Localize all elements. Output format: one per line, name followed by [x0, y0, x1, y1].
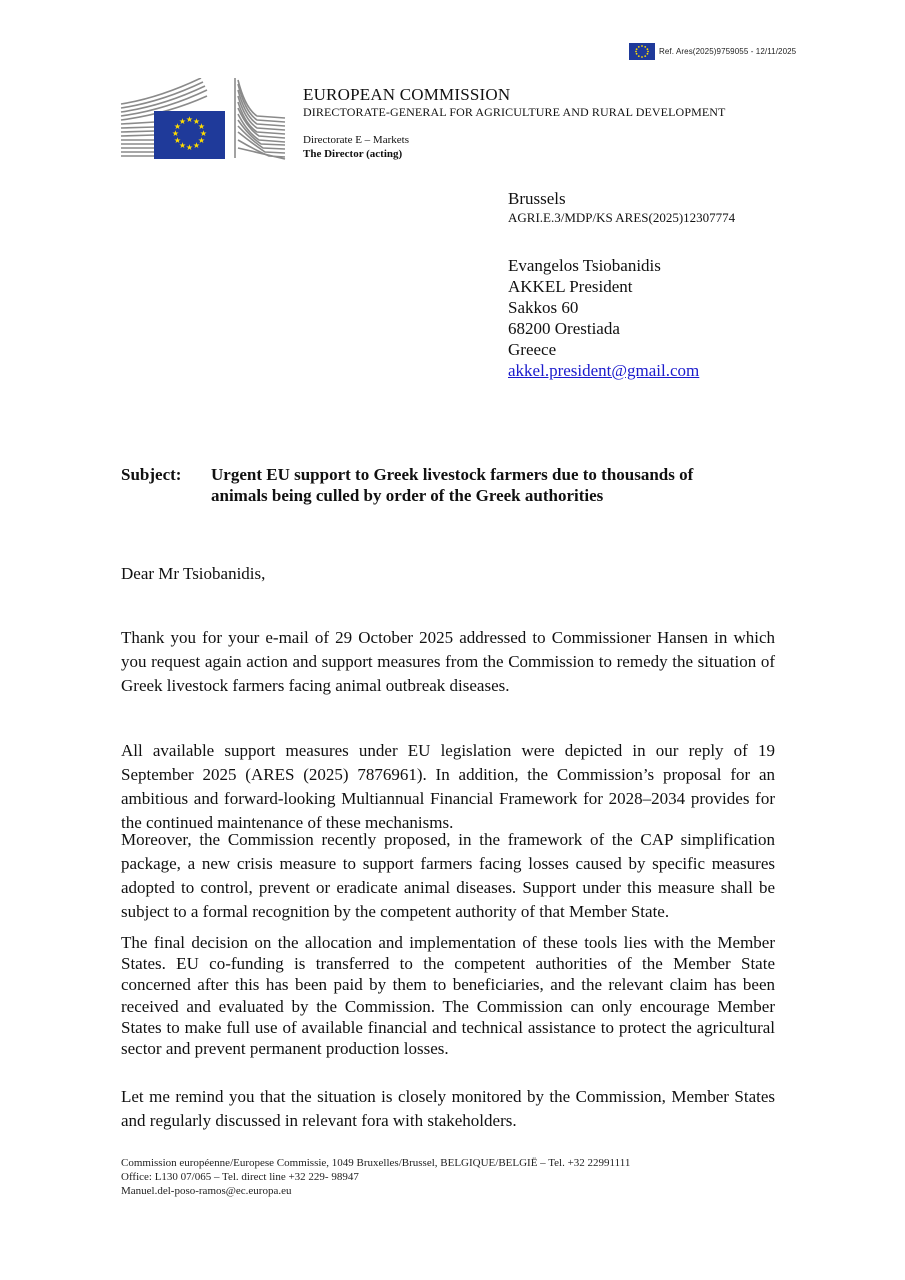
body-paragraph: The final decision on the allocation and implementation of these tools lies with the Member States. EU co-funding is transferred to the competent authorities of the Member State concerned after this has been paid by them to beneficiaries, and the relevant claim has been received and evaluated by the Commission. The Commission can only encourage Member States to make full use of available financial and technical assistance to protect the agricultural sector and prevent permanent production losses. — [121, 933, 775, 1059]
signatory-role: The Director (acting) — [303, 148, 403, 160]
svg-text:★: ★ — [178, 141, 187, 150]
svg-text:★: ★ — [192, 117, 201, 126]
subject-line — [121, 464, 781, 506]
svg-text:★: ★ — [171, 129, 180, 138]
footer-office: Office: L130 07/065 – Tel. direct line +32 229- 98947 — [121, 1171, 359, 1183]
recipient-postcode-city: 68200 Orestiada — [508, 319, 620, 338]
subject-label: Subject: — [121, 465, 182, 484]
address-block — [508, 188, 735, 381]
directorate-general: DIRECTORATE-GENERAL FOR AGRICULTURE AND RURAL DEVELOPMENT — [303, 105, 726, 119]
recipient-street: Sakkos 60 — [508, 298, 579, 317]
recipient-address — [508, 255, 735, 381]
recipient-email-link[interactable]: akkel.president@gmail.com — [508, 361, 700, 380]
eu-flag-icon — [629, 43, 655, 60]
footer-address: Commission européenne/Europese Commissie, 1049 Bruxelles/Brussel, BELGIQUE/BELGIË – Tel. +32 22991111 — [121, 1157, 631, 1169]
city: Brussels — [508, 189, 566, 208]
svg-text:★: ★ — [197, 122, 206, 131]
salutation: Dear Mr Tsiobanidis, — [121, 564, 266, 583]
subject-text: Urgent EU support to Greek livestock farmers due to thousands of animals being culled by order of the Greek authorities — [211, 465, 694, 505]
body-paragraph: Moreover, the Commission recently proposed, in the framework of the CAP simplification package, a new crisis measure to support farmers facing losses caused by specific measures adopted to control, prevent or eradicate animal diseases. Support under this measure shall be subject to a formal recognition by the competent authority of that Member State. — [121, 830, 775, 921]
svg-text:★: ★ — [185, 115, 194, 124]
svg-text:★: ★ — [173, 136, 182, 145]
reference-stamp — [629, 43, 796, 60]
letterhead — [303, 85, 725, 161]
reference-number: Ref. Ares(2025)9759055 - 12/11/2025 — [659, 47, 797, 56]
european-commission-logo — [119, 78, 287, 160]
recipient-country: Greece — [508, 340, 557, 359]
svg-text:★: ★ — [192, 141, 201, 150]
svg-text:★: ★ — [197, 136, 206, 145]
body-paragraph: Thank you for your e-mail of 29 October 2025 addressed to Commissioner Hansen in which you request again action and support measures from the Commission to remedy the situation of Greek livestock farmers facing animal outbreak diseases. — [121, 628, 775, 695]
directorate: Directorate E – Markets — [303, 134, 409, 146]
recipient-title: AKKEL President — [508, 277, 633, 296]
recipient-name: Evangelos Tsiobanidis — [508, 256, 661, 275]
svg-text:★: ★ — [199, 129, 208, 138]
svg-text:★: ★ — [173, 122, 182, 131]
footer-email: Manuel.del-poso-ramos@ec.europa.eu — [121, 1185, 292, 1197]
letter-reference: AGRI.E.3/MDP/KS ARES(2025)12307774 — [508, 210, 736, 225]
svg-text:★: ★ — [178, 117, 187, 126]
organisation-name: EUROPEAN COMMISSION — [303, 85, 511, 104]
body-paragraph: All available support measures under EU legislation were depicted in our reply of 19 September 2025 (ARES (2025) 7876961). In addition, the Commission’s proposal for an ambitious and forward-looking Multiannual Financial Framework for 2028–2034 provides for the continued maintenance of these mechanisms. — [121, 741, 775, 832]
body-paragraph: Let me remind you that the situation is closely monitored by the Commission, Member States and regularly discussed in relevant fora with stakeholders. — [121, 1087, 775, 1130]
svg-text:★: ★ — [185, 143, 194, 152]
footer — [121, 1156, 630, 1198]
